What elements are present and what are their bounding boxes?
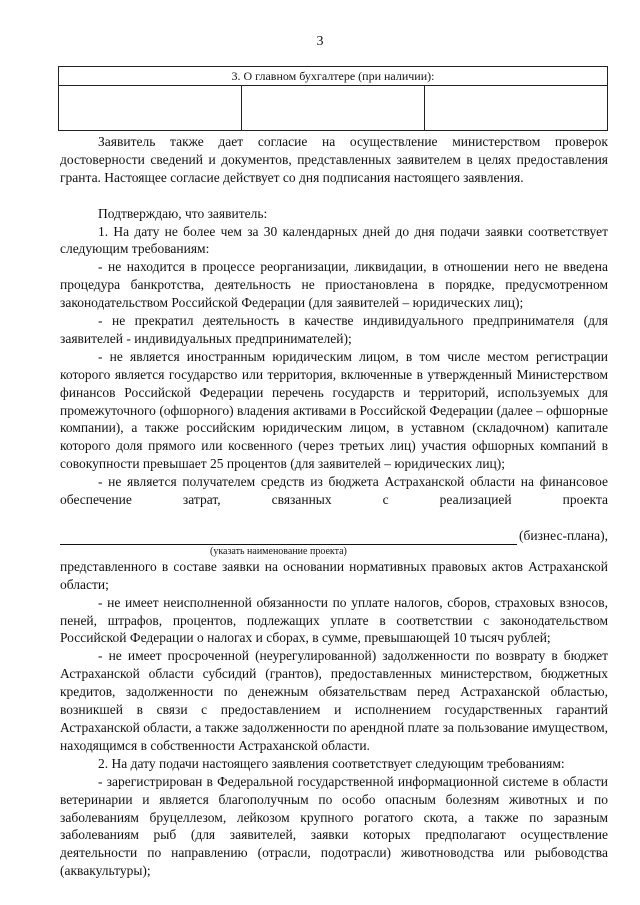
consent-paragraph: Заявитель также дает согласие на осуществление министерством проверок достоверности сведений и документов, представленных заявителем в целях предоставления гранта. Настоящее согласие действует со дня подписания настоящего заявления.: [60, 134, 608, 185]
item1-overdue-debt: - не имеет просроченной (неурегулированной) задолженности по возврату в бюджет Астраханской области субсидий (грантов), предоставленных министерством, бюджетных кредитов, задолженности по денежным обязательствам перед Астраханской областью, возникшей в связи с предоставлением и исполнением государственных гарантий Астраханской области, а также задолженности по арендной плате за пользование имуществом, находящимся в собственности Астраханской области.: [60, 648, 608, 753]
project-name-line: [60, 527, 608, 545]
item1-taxes: - не имеет неисполненной обязанности по уплате налогов, сборов, страховых взносов, пеней, штрафов, процентов, подлежащих уплате в соответствии с законодательством Российской Федерации о налогах и сборах, в сумме, превышающей 10 тысяч рублей;: [60, 594, 608, 646]
chief-accountant-cell: [242, 86, 425, 131]
chief-accountant-cell: [425, 86, 608, 131]
item2-veterinary: - зарегистрирован в Федеральной государственной информационной системе в области ветеринарии и является благополучным по особо опасным болезням животных и по заболеваниям бруцеллезом, лейкозом крупного рогатого скота, а также по заразным заболеваниям рыб (для заявителей, заявки которых предполагают осуществление деятельности по направлению (отрасли, подотрасли) животноводства или рыбоводства (аквакультуры);: [60, 773, 608, 879]
item1-foreign-entity: - не является иностранным юридическим лицом, в том числе местом регистрации которого является государство или территория, включенные в утвержденный Министерством финансов Российской Федерации перечень государств и территорий, используемых для промежуточного (офшорного) владения активами в Российской Федерации (далее – офшорные компании), а также российским юридическим лицом, в уставном (складочном) капитале которого доля прямого или косвенного (через третьих лиц) участия офшорных компаний в совокупности превышает 25 процентов (для заявителей – юридических лиц);: [60, 348, 608, 472]
chief-accountant-cell: [59, 86, 242, 131]
chief-accountant-table-header: 3. О главном бухгалтере (при наличии):: [59, 67, 608, 86]
project-name-field[interactable]: [60, 531, 517, 545]
item1-individual-entrepreneur: - не прекратил деятельность в качестве индивидуального предпринимателя (для заявителей - индивидуальных предпринимателей);: [60, 313, 608, 346]
page-number: 3: [316, 34, 324, 49]
project-name-caption: (указать наименование проекта): [210, 545, 347, 557]
item1-reorganization: - не находится в процессе реорганизации, ликвидации, в отношении него не введена процедура банкротства, деятельность не приостановлена в порядке, предусмотренном законодательством Российской Федерации (для заявителей – юридических лиц);: [60, 259, 608, 311]
item1-budget-tail: представленного в составе заявки на основании нормативных правовых актов Астраханской области;: [60, 558, 608, 592]
chief-accountant-table: [58, 66, 608, 131]
item2-intro: 2. На дату подачи настоящего заявления соответствует следующим требованиям:: [98, 755, 565, 771]
project-line-suffix: (бизнес-плана),: [518, 527, 608, 543]
item1-intro: 1. На дату не более чем за 30 календарных дней до дня подачи заявки соответствует следующим требованиям:: [60, 223, 608, 257]
item1-budget-lead: - не является получателем средств из бюджета Астраханской области на финансовое обеспечение затрат, связанных с реализацией проекта: [60, 474, 608, 508]
confirm-intro: Подтверждаю, что заявитель:: [98, 205, 268, 221]
document-body: [60, 133, 608, 880]
